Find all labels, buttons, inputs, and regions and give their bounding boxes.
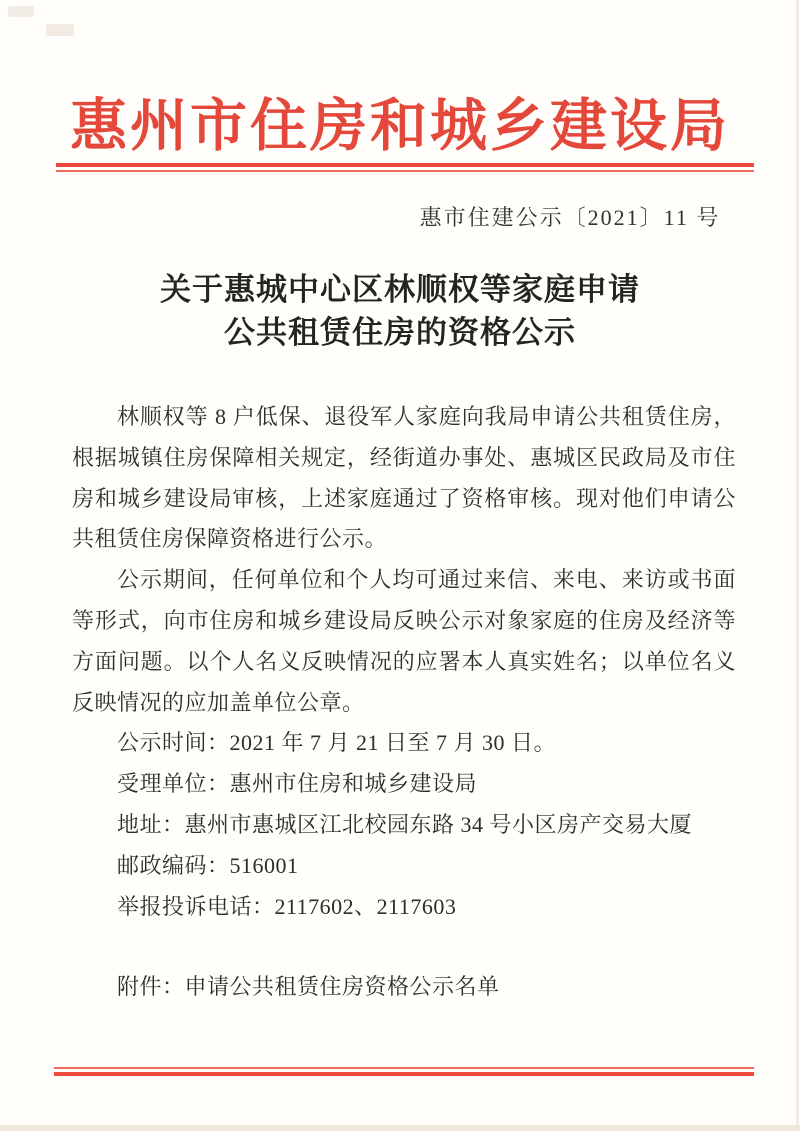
divider-thin-line xyxy=(56,170,754,172)
paragraph-review: 林顺权等 8 户低保、退役军人家庭向我局申请公共租赁住房，根据城镇住房保障相关规定，经街道办事处、惠城区民政局及市住房和城乡建设局审核，上述家庭通过了资格审核。现对他们申请公共租赁住房保障资格进行公示。 xyxy=(72,404,736,552)
document-number: 惠市住建公示〔2021〕11 号 xyxy=(419,205,721,230)
footer-divider xyxy=(54,1067,754,1076)
agency-header: 惠州市住房和城乡建设局 xyxy=(70,95,730,158)
header-divider xyxy=(56,163,754,172)
scan-edge xyxy=(796,0,799,1131)
line-complaint-hotline: 举报投诉电话：2117602、2117603 xyxy=(117,893,457,919)
line-postal-code: 邮政编码：516001 xyxy=(117,852,299,878)
divider-thick-line xyxy=(54,1072,754,1076)
document-title-line1: 关于惠城中心区林顺权等家庭申请 xyxy=(160,272,640,307)
line-address: 地址：惠州市惠城区江北校园东路 34 号小区房产交易大厦 xyxy=(117,811,693,837)
scan-edge xyxy=(0,1125,800,1131)
paragraph-feedback: 公示期间，任何单位和个人均可通过来信、来电、来访或书面等形式，向市住房和城乡建设局反映公示对象家庭的住房及经济等方面问题。以个人名义反映情况的应署本人真实姓名；以单位名义反映情况的应加盖单位公章。 xyxy=(72,567,736,715)
document-body xyxy=(72,397,736,1008)
scan-artifact-mark xyxy=(46,24,74,36)
document-title xyxy=(0,268,800,354)
line-attachment: 附件：申请公共租赁住房资格公示名单 xyxy=(117,974,500,1000)
line-publicity-period: 公示时间：2021 年 7 月 21 日至 7 月 30 日。 xyxy=(117,730,557,756)
line-accepting-unit: 受理单位：惠州市住房和城乡建设局 xyxy=(117,771,478,797)
scan-artifact-mark xyxy=(8,6,34,17)
document-title-line2: 公共租赁住房的资格公示 xyxy=(224,315,576,350)
